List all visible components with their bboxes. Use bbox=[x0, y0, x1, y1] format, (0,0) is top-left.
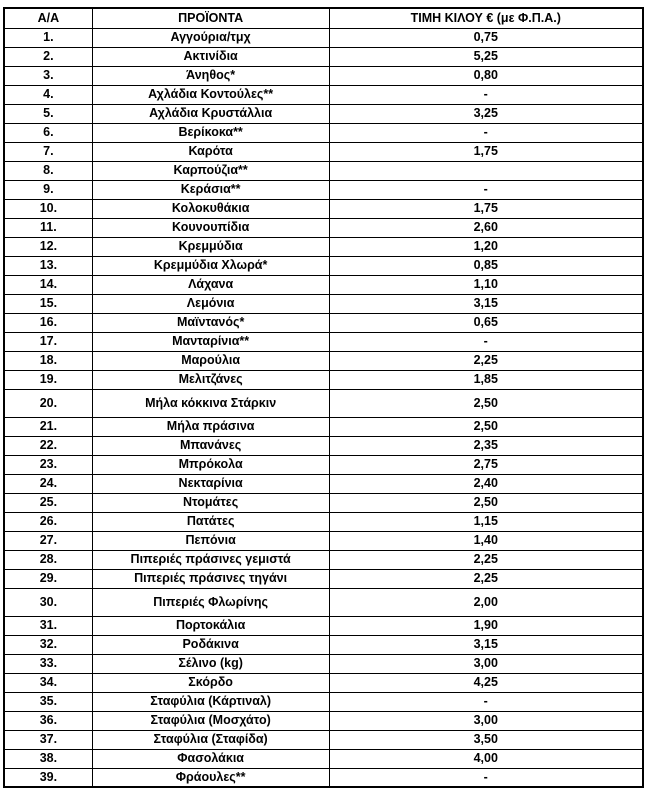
table-row bbox=[4, 370, 643, 389]
price-value: 2,50 bbox=[329, 389, 643, 417]
column-header-price: ΤΙΜΗ ΚΙΛΟΥ € (με Φ.Π.Α.) bbox=[329, 8, 643, 28]
table-row bbox=[4, 673, 643, 692]
table-row bbox=[4, 730, 643, 749]
price-value: - bbox=[329, 332, 643, 351]
table-row bbox=[4, 180, 643, 199]
row-number: 31. bbox=[4, 616, 92, 635]
table-row bbox=[4, 692, 643, 711]
product-name: Μπρόκολα bbox=[92, 455, 329, 474]
row-number: 18. bbox=[4, 351, 92, 370]
table-row bbox=[4, 218, 643, 237]
row-number: 35. bbox=[4, 692, 92, 711]
price-value: 2,00 bbox=[329, 588, 643, 616]
table-row bbox=[4, 389, 643, 417]
product-name: Σταφύλια (Μοσχάτο) bbox=[92, 711, 329, 730]
table-row bbox=[4, 616, 643, 635]
row-number: 33. bbox=[4, 654, 92, 673]
product-name: Άνηθος* bbox=[92, 66, 329, 85]
row-number: 39. bbox=[4, 768, 92, 787]
row-number: 34. bbox=[4, 673, 92, 692]
product-name: Ντομάτες bbox=[92, 493, 329, 512]
table-row bbox=[4, 161, 643, 180]
row-number: 10. bbox=[4, 199, 92, 218]
table-row bbox=[4, 550, 643, 569]
table-row bbox=[4, 142, 643, 161]
table-row bbox=[4, 455, 643, 474]
product-name: Καρότα bbox=[92, 142, 329, 161]
row-number: 11. bbox=[4, 218, 92, 237]
table-row bbox=[4, 569, 643, 588]
price-table bbox=[3, 7, 644, 788]
table-row bbox=[4, 635, 643, 654]
price-value: 3,25 bbox=[329, 104, 643, 123]
product-name: Φασολάκια bbox=[92, 749, 329, 768]
row-number: 32. bbox=[4, 635, 92, 654]
product-name: Πεπόνια bbox=[92, 531, 329, 550]
price-value: 4,00 bbox=[329, 749, 643, 768]
table-row bbox=[4, 531, 643, 550]
table-row bbox=[4, 654, 643, 673]
product-name: Πατάτες bbox=[92, 512, 329, 531]
product-name: Κρεμμύδια bbox=[92, 237, 329, 256]
table-row bbox=[4, 512, 643, 531]
row-number: 24. bbox=[4, 474, 92, 493]
row-number: 1. bbox=[4, 28, 92, 47]
row-number: 21. bbox=[4, 417, 92, 436]
table-row bbox=[4, 199, 643, 218]
product-name: Αγγούρια/τμχ bbox=[92, 28, 329, 47]
price-value: 2,75 bbox=[329, 455, 643, 474]
product-name: Κουνουπίδια bbox=[92, 218, 329, 237]
table-row bbox=[4, 123, 643, 142]
table-header bbox=[4, 8, 643, 28]
product-name: Πορτοκάλια bbox=[92, 616, 329, 635]
row-number: 20. bbox=[4, 389, 92, 417]
table-row bbox=[4, 237, 643, 256]
price-value: 2,50 bbox=[329, 493, 643, 512]
table-row bbox=[4, 47, 643, 66]
product-name: Πιπεριές πράσινες τηγάνι bbox=[92, 569, 329, 588]
table-row bbox=[4, 768, 643, 787]
price-value: 2,50 bbox=[329, 417, 643, 436]
price-value: 2,25 bbox=[329, 569, 643, 588]
price-value: - bbox=[329, 768, 643, 787]
product-name: Πιπεριές Φλωρίνης bbox=[92, 588, 329, 616]
price-value: 3,50 bbox=[329, 730, 643, 749]
price-value: 0,65 bbox=[329, 313, 643, 332]
table-row bbox=[4, 493, 643, 512]
header-row bbox=[4, 8, 643, 28]
product-name: Ακτινίδια bbox=[92, 47, 329, 66]
price-value: 2,35 bbox=[329, 436, 643, 455]
price-value: 3,15 bbox=[329, 294, 643, 313]
product-name: Μήλα πράσινα bbox=[92, 417, 329, 436]
table-row bbox=[4, 332, 643, 351]
row-number: 37. bbox=[4, 730, 92, 749]
price-value: 1,10 bbox=[329, 275, 643, 294]
row-number: 19. bbox=[4, 370, 92, 389]
row-number: 14. bbox=[4, 275, 92, 294]
product-name: Καρπούζια** bbox=[92, 161, 329, 180]
price-value: 0,85 bbox=[329, 256, 643, 275]
row-number: 27. bbox=[4, 531, 92, 550]
row-number: 29. bbox=[4, 569, 92, 588]
row-number: 38. bbox=[4, 749, 92, 768]
price-value: 3,00 bbox=[329, 711, 643, 730]
price-value: 2,60 bbox=[329, 218, 643, 237]
row-number: 25. bbox=[4, 493, 92, 512]
price-value bbox=[329, 161, 643, 180]
table-row bbox=[4, 294, 643, 313]
price-value: 2,25 bbox=[329, 550, 643, 569]
row-number: 36. bbox=[4, 711, 92, 730]
row-number: 7. bbox=[4, 142, 92, 161]
table-body bbox=[4, 28, 643, 787]
table-row bbox=[4, 749, 643, 768]
row-number: 26. bbox=[4, 512, 92, 531]
row-number: 3. bbox=[4, 66, 92, 85]
product-name: Σταφύλια (Σταφίδα) bbox=[92, 730, 329, 749]
row-number: 12. bbox=[4, 237, 92, 256]
price-value: 1,85 bbox=[329, 370, 643, 389]
table-row bbox=[4, 436, 643, 455]
price-value: 0,80 bbox=[329, 66, 643, 85]
row-number: 22. bbox=[4, 436, 92, 455]
price-value: - bbox=[329, 180, 643, 199]
row-number: 13. bbox=[4, 256, 92, 275]
price-value: 1,75 bbox=[329, 142, 643, 161]
price-value: 3,15 bbox=[329, 635, 643, 654]
row-number: 30. bbox=[4, 588, 92, 616]
product-name: Μελιτζάνες bbox=[92, 370, 329, 389]
product-name: Αχλάδια Κρυστάλλια bbox=[92, 104, 329, 123]
row-number: 8. bbox=[4, 161, 92, 180]
product-name: Μανταρίνια** bbox=[92, 332, 329, 351]
price-value: 1,15 bbox=[329, 512, 643, 531]
row-number: 15. bbox=[4, 294, 92, 313]
table-row bbox=[4, 351, 643, 370]
price-value: 3,00 bbox=[329, 654, 643, 673]
table-row bbox=[4, 275, 643, 294]
price-value: - bbox=[329, 692, 643, 711]
price-value: 1,40 bbox=[329, 531, 643, 550]
table-row bbox=[4, 28, 643, 47]
price-value: 5,25 bbox=[329, 47, 643, 66]
row-number: 2. bbox=[4, 47, 92, 66]
price-value: 2,40 bbox=[329, 474, 643, 493]
product-name: Λεμόνια bbox=[92, 294, 329, 313]
product-name: Σκόρδο bbox=[92, 673, 329, 692]
row-number: 4. bbox=[4, 85, 92, 104]
product-name: Σέλινο (kg) bbox=[92, 654, 329, 673]
price-value: 2,25 bbox=[329, 351, 643, 370]
product-name: Αχλάδια Κοντούλες** bbox=[92, 85, 329, 104]
product-name: Φράουλες** bbox=[92, 768, 329, 787]
price-value: 0,75 bbox=[329, 28, 643, 47]
table-row bbox=[4, 313, 643, 332]
table-row bbox=[4, 104, 643, 123]
row-number: 16. bbox=[4, 313, 92, 332]
product-name: Κρεμμύδια Χλωρά* bbox=[92, 256, 329, 275]
column-header-num: Α/Α bbox=[4, 8, 92, 28]
row-number: 5. bbox=[4, 104, 92, 123]
table-row bbox=[4, 417, 643, 436]
product-name: Νεκταρίνια bbox=[92, 474, 329, 493]
product-name: Μαϊντανός* bbox=[92, 313, 329, 332]
product-name: Πιπεριές πράσινες γεμιστά bbox=[92, 550, 329, 569]
price-value: 4,25 bbox=[329, 673, 643, 692]
product-name: Ροδάκινα bbox=[92, 635, 329, 654]
price-value: 1,90 bbox=[329, 616, 643, 635]
column-header-product: ΠΡΟΪΟΝΤΑ bbox=[92, 8, 329, 28]
price-value: - bbox=[329, 123, 643, 142]
product-name: Κεράσια** bbox=[92, 180, 329, 199]
product-name: Λάχανα bbox=[92, 275, 329, 294]
product-name: Μπανάνες bbox=[92, 436, 329, 455]
row-number: 23. bbox=[4, 455, 92, 474]
table-row bbox=[4, 711, 643, 730]
table-row bbox=[4, 474, 643, 493]
product-name: Μήλα κόκκινα Στάρκιν bbox=[92, 389, 329, 417]
product-name: Κολοκυθάκια bbox=[92, 199, 329, 218]
table-row bbox=[4, 256, 643, 275]
product-name: Μαρούλια bbox=[92, 351, 329, 370]
price-value: - bbox=[329, 85, 643, 104]
product-name: Σταφύλια (Κάρτιναλ) bbox=[92, 692, 329, 711]
row-number: 6. bbox=[4, 123, 92, 142]
product-name: Βερίκοκα** bbox=[92, 123, 329, 142]
row-number: 17. bbox=[4, 332, 92, 351]
row-number: 9. bbox=[4, 180, 92, 199]
table-row bbox=[4, 588, 643, 616]
price-value: 1,75 bbox=[329, 199, 643, 218]
table-row bbox=[4, 85, 643, 104]
row-number: 28. bbox=[4, 550, 92, 569]
price-value: 1,20 bbox=[329, 237, 643, 256]
table-row bbox=[4, 66, 643, 85]
